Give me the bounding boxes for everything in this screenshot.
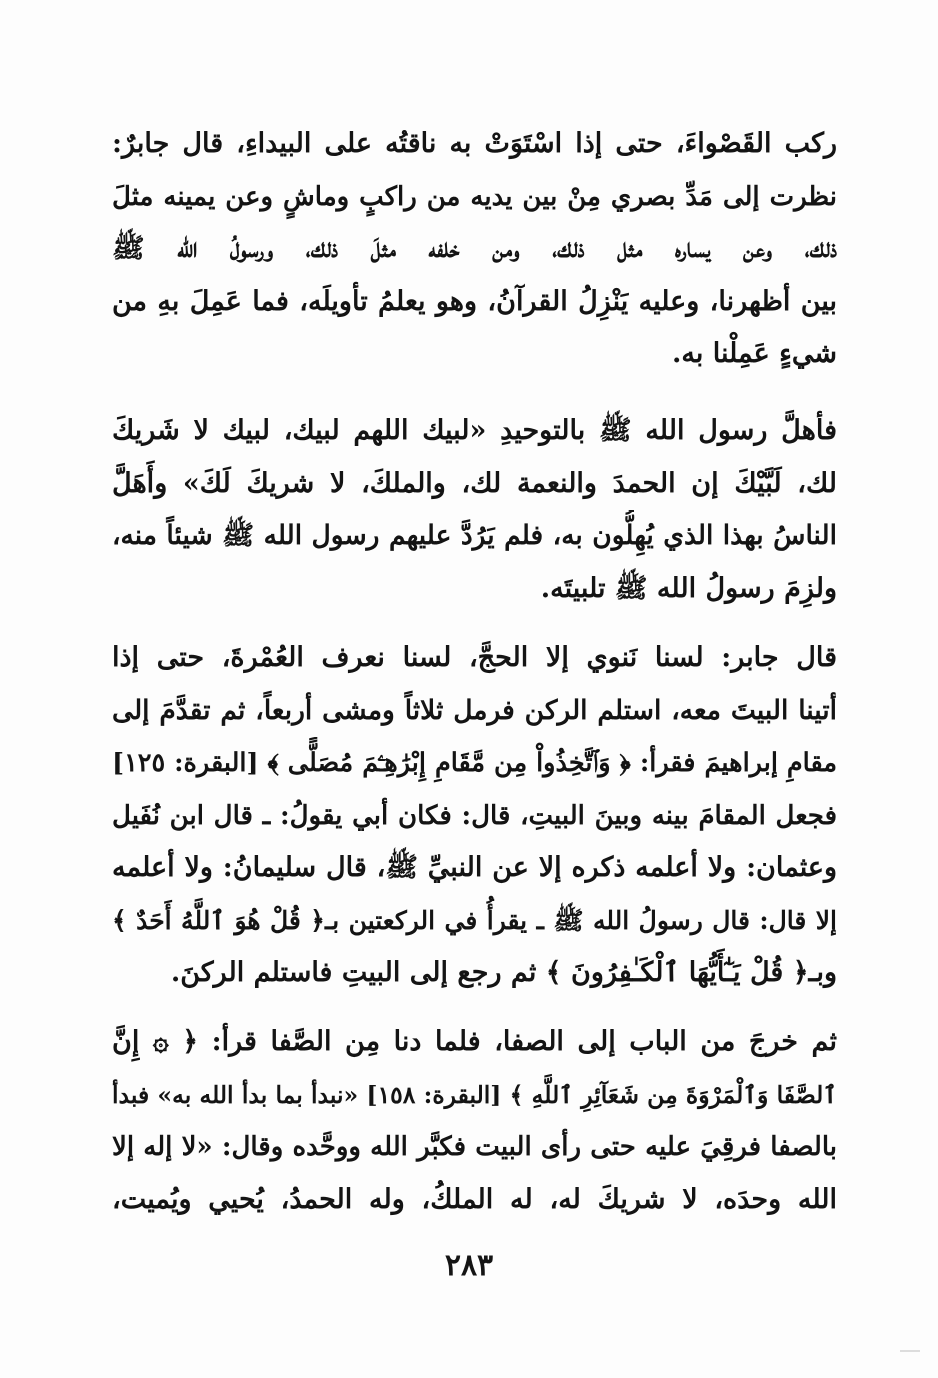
text-line: وبـ﴿ قُلْ يَـٰٓأَيُّهَا ٱلْكَـٰفِرُونَ ﴾ ثم رجع إلى البيتِ فاستلم الركنَ.	[170, 957, 837, 988]
text-line: ثم خرجَ من الباب إلى الصفا، فلما دنا مِن الصَّفا قرأ: ﴿ ۞ إِنَّ	[112, 1026, 837, 1057]
paragraph-4	[112, 1016, 837, 1226]
text-line: شيءٍ عَمِلْنا به.	[671, 338, 837, 369]
text-line: ولزِمَ رسولُ الله ﷺ تلبيتَه.	[540, 572, 837, 604]
text-line: ٱلصَّفَا وَٱلْمَرْوَةَ مِن شَعَآئِرِ ٱللَّهِ ﴾ [البقرة: ١٥٨] «نبدأ بما بدأ الله به» فبدأ	[112, 1080, 837, 1109]
scan-speck	[900, 1350, 920, 1352]
text-line: لك، لَبَّيْكَ إن الحمدَ والنعمة لك، والملكَ، لا شريكَ لَكَ» وأَهَلَّ	[112, 467, 837, 499]
text-line: الناسُ بهذا الذي يُهِلُّون به، فلم يَرُدَّ عليهم رسول الله ﷺ شيئاً منه،	[112, 520, 837, 551]
text-line: فأهلَّ رسول الله ﷺ بالتوحيدِ «لبيك اللهم لبيك، لبيك لا شَريكَ	[112, 415, 837, 446]
text-line: فجعل المقامَ بينه وبينَ البيتِ، قال: فكان أبي يقولُ: ـ قال ابن نُفَيل	[112, 800, 837, 831]
paragraph-2	[112, 405, 837, 615]
text-line: بالصفا فرقِيَ عليه حتى رأى البيت فكبَّر الله ووحَّده وقال: «لا إله إلا	[112, 1132, 837, 1162]
paragraph-3	[112, 632, 837, 1000]
text-line: نظرت إلى مَدِّ بصري مِنْ بين يديه من راكبٍ وماشٍ وعن يمينه مثلَ	[112, 181, 837, 212]
text-line: ذلك، وعن يساره مثل ذلك، ومن خلفه مثلَ ذلك، ورسولُ الله ﷺ	[112, 233, 837, 264]
page-number: ٢٨٣	[444, 1248, 494, 1283]
text-line: ركب القَصْواءَ، حتى إذا اسْتَوَتْ به ناقتُه على البيداءِ، قال جابرٌ:	[112, 128, 837, 159]
text-line: وعثمان: ولا أعلمه ذكره إلا عن النبيِّ ﷺ، قال سليمانُ: ولا أعلمه	[112, 852, 837, 883]
paragraph-1	[112, 118, 837, 381]
text-line: إلا قال: قال رسولُ الله ﷺ ـ يقرأُ في الركعتين بـ﴿ قُلْ هُوَ ٱللَّهُ أَحَدٌ ﴾	[112, 905, 837, 935]
text-line: قال جابر: لسنا نَنوي إلا الحجَّ، لسنا نعرف العُمْرةَ، حتى إذا	[112, 642, 837, 673]
text-line: مقامِ إبراهيمَ فقرأ: ﴿ وَٱتَّخِذُواْ مِن مَّقَامِ إِبْرَٰهِـۧمَ مُصَلًّى ﴾ [البقرة: ١٢٥]	[112, 748, 837, 778]
text-line: الله وحدَه، لا شريكَ له، له الملكُ، وله الحمدُ، يُحيي ويُميت،	[112, 1183, 837, 1215]
text-line: أتينا البيتَ معه، استلم الركن فرمل ثلاثاً ومشى أربعاً، ثم تقدَّمَ إلى	[112, 694, 837, 726]
text-line: بين أظهرنا، وعليه يَنْزِلُ القرآنُ، وهو يعلمُ تأويلَه، فما عَمِلَ بهِ من	[112, 285, 837, 317]
